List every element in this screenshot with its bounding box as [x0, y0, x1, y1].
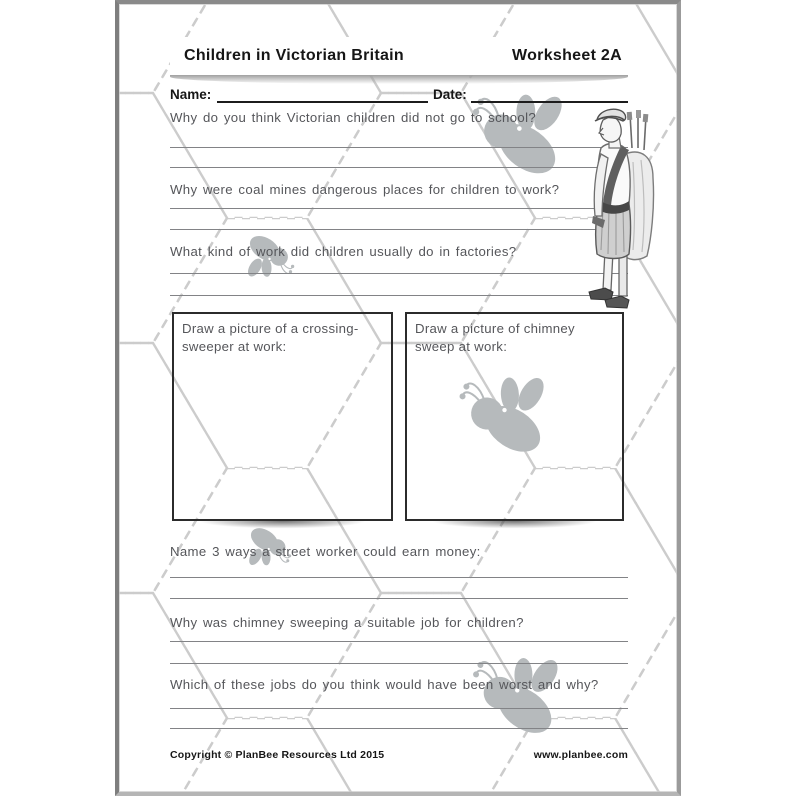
- answer-line: [170, 208, 628, 209]
- answer-line: [170, 577, 628, 578]
- header-band: [170, 37, 628, 75]
- answer-line: [170, 147, 628, 148]
- victorian-boy-illustration: [575, 104, 671, 332]
- copyright-text: Copyright © PlanBee Resources Ltd 2015: [170, 749, 385, 761]
- draw-box-chimney-sweep: [405, 312, 624, 521]
- question-1: Why do you think Victorian children did not go to school?: [170, 110, 537, 125]
- website-text: www.planbee.com: [533, 749, 628, 761]
- header-shadow: [170, 75, 628, 84]
- draw-box-label: Draw a picture of chimney sweep at work:: [415, 321, 575, 354]
- question-4: Name 3 ways a street worker could earn money:: [170, 544, 481, 559]
- answer-line: [170, 273, 628, 274]
- answer-line: [170, 598, 628, 599]
- question-3: What kind of work did children usually do in factories?: [170, 244, 517, 259]
- worksheet-number: Worksheet 2A: [511, 47, 622, 64]
- draw-box-label: Draw a picture of a crossing-sweeper at work:: [182, 321, 359, 354]
- answer-line: [170, 229, 628, 230]
- answer-line: [170, 295, 628, 296]
- draw-box-crossing-sweeper: [172, 312, 393, 521]
- answer-line: [170, 663, 628, 664]
- name-line: [217, 101, 428, 103]
- question-2: Why were coal mines dangerous places for children to work?: [170, 182, 560, 197]
- answer-line: [170, 728, 628, 729]
- answer-line: [170, 708, 628, 709]
- answer-line: [170, 167, 628, 168]
- paper-frame: [115, 0, 681, 796]
- box-shadow: [172, 521, 393, 531]
- question-6: Which of these jobs do you think would have been worst and why?: [170, 677, 599, 692]
- date-label: Date:: [433, 87, 467, 102]
- answer-line: [170, 641, 628, 642]
- date-line: [471, 101, 628, 103]
- page-title: Children in Victorian Britain: [184, 47, 404, 64]
- box-shadow: [405, 521, 624, 531]
- name-label: Name:: [170, 87, 212, 102]
- question-5: Why was chimney sweeping a suitable job for children?: [170, 615, 524, 630]
